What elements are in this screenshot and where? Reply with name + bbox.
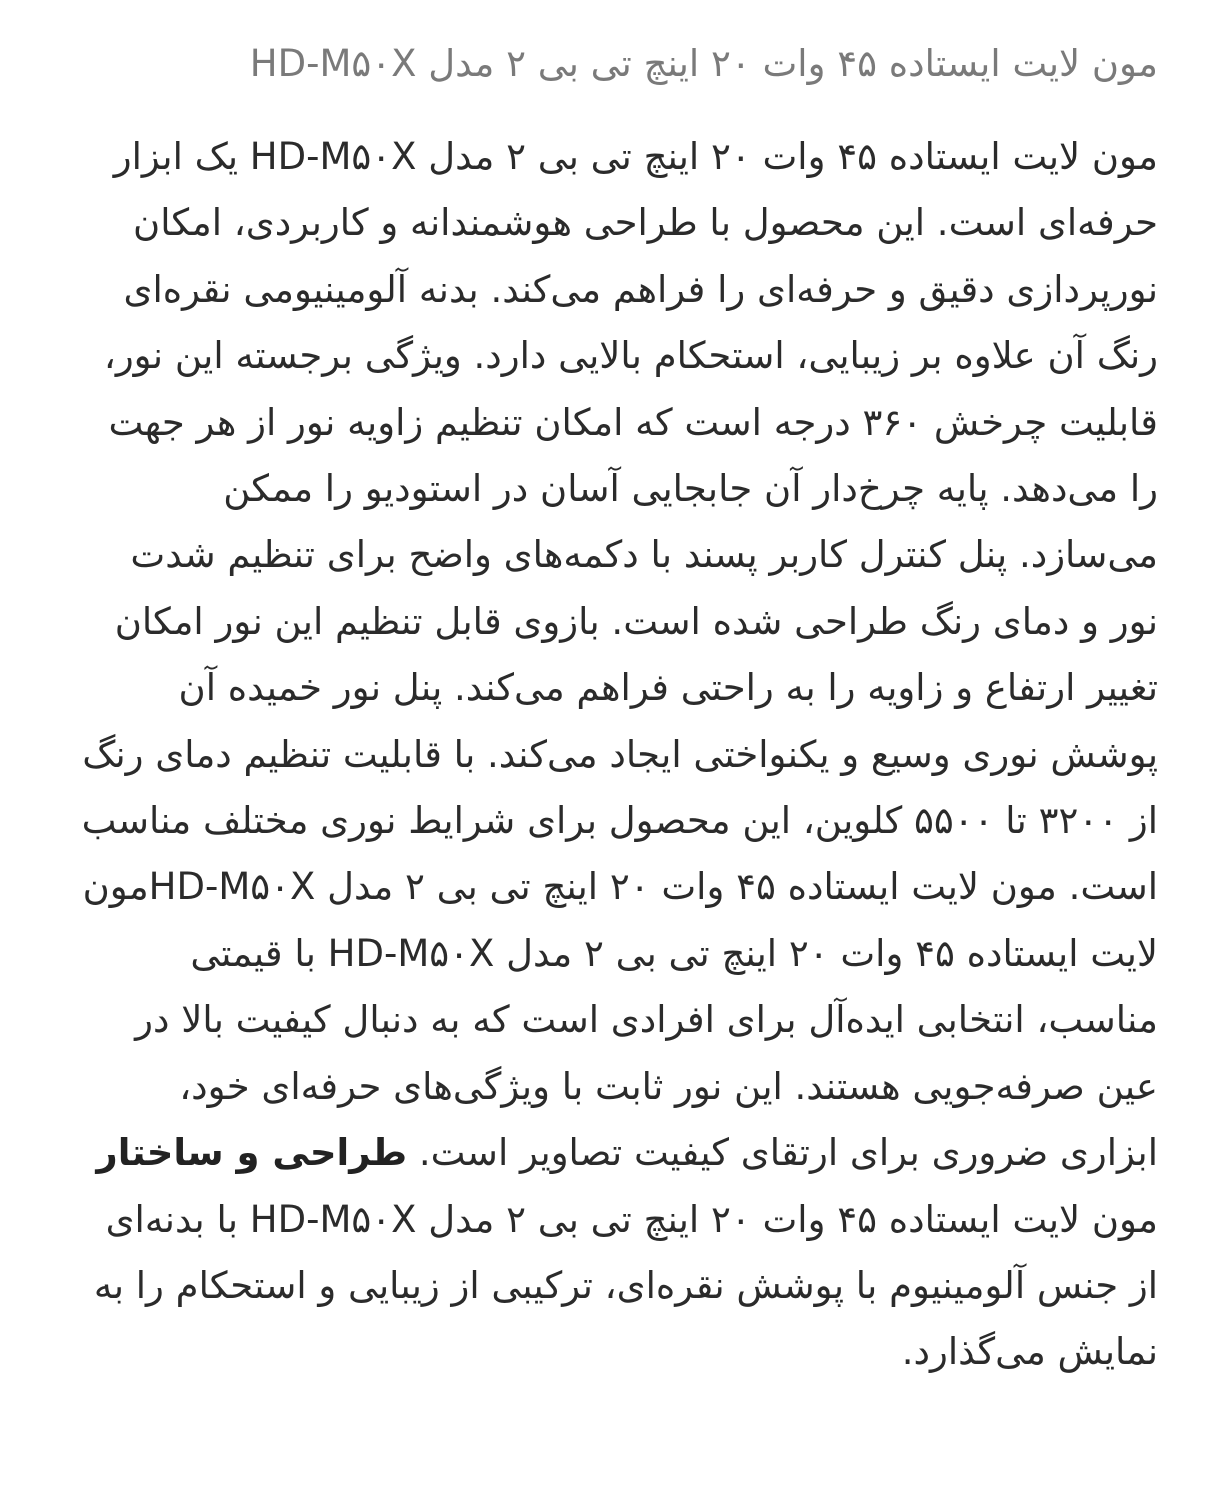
section-text-design: مون لایت ایستاده ۴۵ وات ۲۰ اینچ تی بی ۲ مدل HD-M۵۰X با بدنه‌ای از جنس آلومینیوم با پوشش نقره‌ای، ترکیبی از زیبایی و استحکام را به نمایش می‌گذارد. [93, 1197, 1158, 1374]
section-heading-design: طراحی و ساختار [96, 1131, 408, 1175]
product-article [76, 34, 1158, 1386]
product-title: مون لایت ایستاده ۴۵ وات ۲۰ اینچ تی بی ۲ مدل HD-M۵۰X [249, 42, 1158, 85]
product-description [76, 124, 1158, 1386]
description-text: مون لایت ایستاده ۴۵ وات ۲۰ اینچ تی بی ۲ مدل HD-M۵۰X یک ابزار حرفه‌ای است. این محصول با طراحی هوشمندانه و کاربردی، امکان نورپردازی دقیق و حرفه‌ای را فراهم می‌کند. بدنه آلومینیومی نقره‌ای رنگ آن علاوه بر زیبایی، استحکام بالایی دارد. ویژگی برجسته این نور، قابلیت چرخش ۳۶۰ درجه است که امکان تنظیم زاویه نور از هر جهت را می‌دهد. پایه چرخ‌دار آن جابجایی آسان در استودیو را ممکن می‌سازد. پنل کنترل کاربر پسند با دکمه‌های واضح برای تنظیم شدت نور و دمای رنگ طراحی شده است. بازوی قابل تنظیم این نور امکان تغییر ارتفاع و زاویه را به راحتی فراهم می‌کند. پنل نور خمیده آن پوشش نوری وسیع و یکنواختی ایجاد می‌کند. با قابلیت تنظیم دمای رنگ از ۳۲۰۰ تا ۵۵۰۰ کلوین، این محصول برای شرایط نوری مختلف مناسب است. مون لایت ایستاده ۴۵ وات ۲۰ اینچ تی بی ۲ مدل HD-M۵۰Xمون لایت ایستاده ۴۵ وات ۲۰ اینچ تی بی ۲ مدل HD-M۵۰X با قیمتی مناسب، انتخابی ایده‌آل برای افرادی است که به دنبال کیفیت بالا در عین صرفه‌جویی هستند. این نور ثابت با ویژگی‌های حرفه‌ای خود، ابزاری ضروری برای ارتقای کیفیت تصاویر است. [81, 135, 1158, 1175]
